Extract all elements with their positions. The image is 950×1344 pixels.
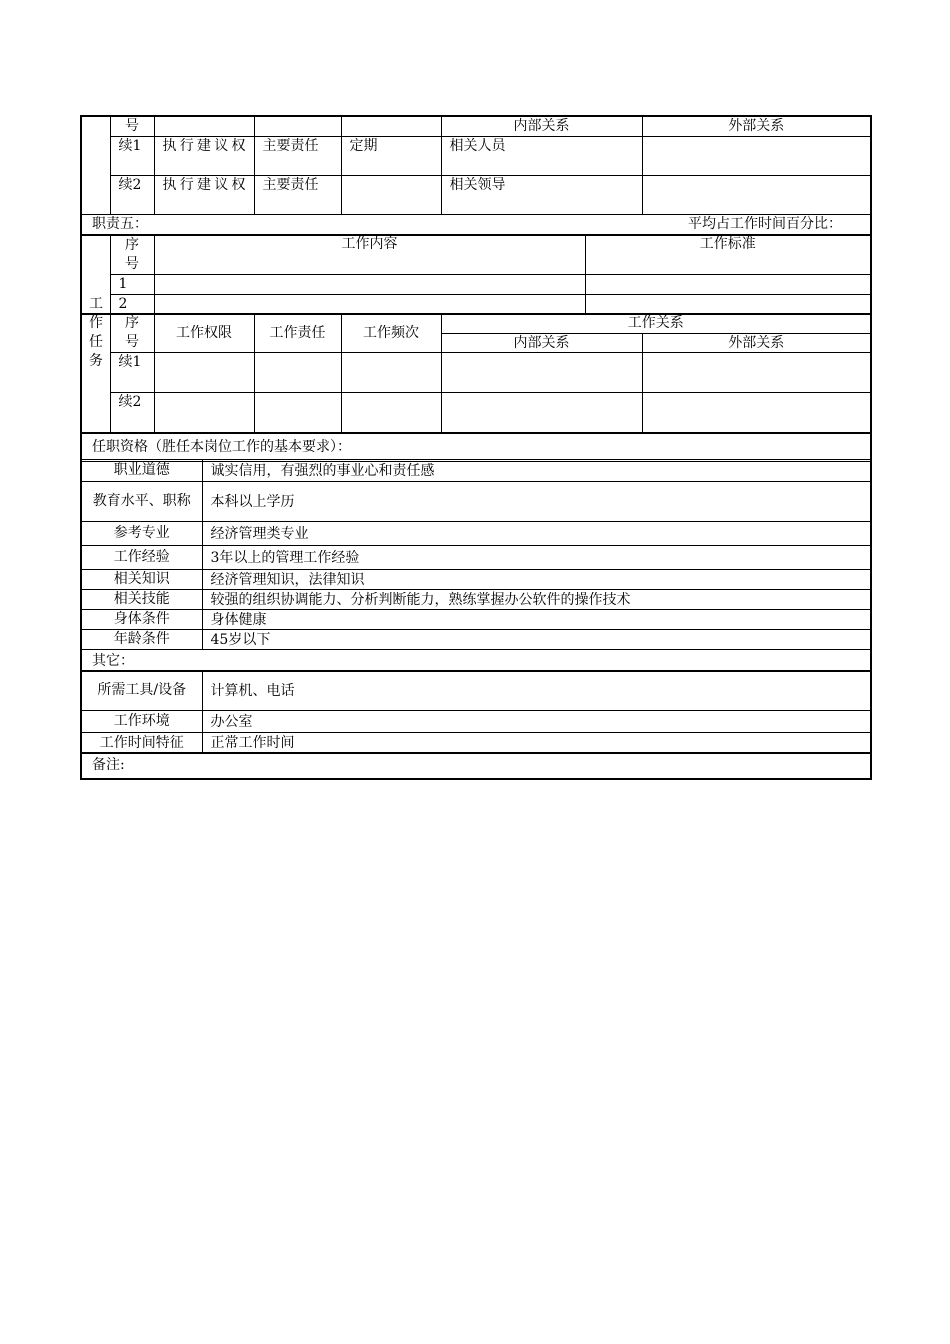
other-label: 所需工具/设备 — [81, 671, 202, 711]
duty-five-content — [80, 234, 872, 315]
table-row — [81, 711, 871, 733]
authority-cell: 执行建议权 — [154, 175, 254, 214]
table-row — [81, 590, 871, 610]
duty-five-relations — [80, 313, 872, 433]
seq-header: 序号 — [110, 314, 154, 353]
qualification-label: 年龄条件 — [81, 630, 202, 650]
internal-relation-cell: 相关领导 — [441, 175, 642, 214]
external-relation-cell — [642, 175, 871, 214]
side-label-cell — [81, 116, 110, 214]
seq-cell: 续2 — [110, 393, 154, 433]
duty-five-title — [80, 214, 872, 236]
table-row — [81, 733, 871, 754]
work-relation-header: 工作关系 — [441, 314, 871, 334]
table-row — [81, 482, 871, 522]
work-frequency-header: 工作频次 — [341, 314, 441, 353]
work-task-side-label: 工作任务 — [89, 296, 103, 369]
table-row — [81, 610, 871, 630]
frequency-cell: 定期 — [341, 136, 441, 175]
qualification-value: 45岁以下 — [202, 630, 871, 650]
table-row — [81, 671, 871, 711]
external-relation-header: 外部关系 — [642, 116, 871, 136]
qualifications-heading: 任职资格（胜任本岗位工作的基本要求）： — [81, 433, 871, 461]
seq-cell: 续1 — [110, 136, 154, 175]
frequency-cell — [341, 175, 441, 214]
other-table — [80, 670, 872, 754]
table-row — [81, 393, 871, 433]
table-row — [81, 175, 871, 214]
qualification-label: 工作经验 — [81, 546, 202, 570]
seq-header-tail: 号 — [110, 116, 154, 136]
other-value: 计算机、电话 — [202, 671, 871, 711]
qualification-label: 相关技能 — [81, 590, 202, 610]
qualification-value: 3年以上的管理工作经验 — [202, 546, 871, 570]
qualification-value: 本科以上学历 — [202, 482, 871, 522]
qualification-value: 较强的组织协调能力、分析判断能力，熟练掌握办公软件的操作技术 — [202, 590, 871, 610]
seq-header: 序号 — [110, 235, 154, 275]
external-relation-header: 外部关系 — [642, 334, 871, 353]
work-content-header: 工作内容 — [154, 235, 585, 275]
previous-duty-relations — [80, 115, 872, 215]
qualification-value: 经济管理类专业 — [202, 522, 871, 546]
qualification-value: 经济管理知识，法律知识 — [202, 570, 871, 590]
work-content-cell — [154, 275, 585, 295]
remarks-section — [80, 752, 872, 780]
table-row — [81, 353, 871, 393]
qualifications-table — [80, 459, 872, 650]
seq-cell: 续1 — [110, 353, 154, 393]
external-relation-cell — [642, 136, 871, 175]
duty-five-label: 职责五： — [92, 216, 148, 232]
work-standard-cell — [585, 295, 871, 315]
table-row — [81, 295, 871, 315]
table-row — [81, 546, 871, 570]
time-percentage-label: 平均占工作时间百分比： — [688, 216, 842, 232]
internal-relation-header: 内部关系 — [441, 116, 642, 136]
qualification-label: 相关知识 — [81, 570, 202, 590]
qualification-label: 职业道德 — [81, 460, 202, 482]
table-row — [81, 522, 871, 546]
seq-cell: 1 — [110, 275, 154, 295]
work-authority-header: 工作权限 — [154, 314, 254, 353]
other-title — [80, 649, 872, 672]
work-standard-cell — [585, 275, 871, 295]
qualification-label: 参考专业 — [81, 522, 202, 546]
work-content-cell — [154, 295, 585, 315]
qualification-value: 诚实信用，有强烈的事业心和责任感 — [202, 460, 871, 482]
responsibility-cell: 主要责任 — [254, 175, 341, 214]
responsibility-cell: 主要责任 — [254, 136, 341, 175]
table-row — [81, 136, 871, 175]
table-row — [81, 630, 871, 650]
other-value: 办公室 — [202, 711, 871, 733]
other-label: 工作环境 — [81, 711, 202, 733]
table-row — [81, 570, 871, 590]
internal-relation-header: 内部关系 — [441, 334, 642, 353]
work-responsibility-header: 工作责任 — [254, 314, 341, 353]
other-value: 正常工作时间 — [202, 733, 871, 754]
qualification-label: 教育水平、职称 — [81, 482, 202, 522]
remarks-label: 备注: — [81, 753, 871, 779]
qualification-label: 身体条件 — [81, 610, 202, 630]
seq-cell: 续2 — [110, 175, 154, 214]
other-label: 工作时间特征 — [81, 733, 202, 754]
table-row — [81, 275, 871, 295]
table-row — [81, 460, 871, 482]
qualification-value: 身体健康 — [202, 610, 871, 630]
internal-relation-cell: 相关人员 — [441, 136, 642, 175]
work-standard-header: 工作标准 — [585, 235, 871, 275]
seq-cell: 2 — [110, 295, 154, 315]
other-heading: 其它： — [81, 650, 871, 672]
qualifications-title — [80, 432, 872, 462]
authority-cell: 执行建议权 — [154, 136, 254, 175]
